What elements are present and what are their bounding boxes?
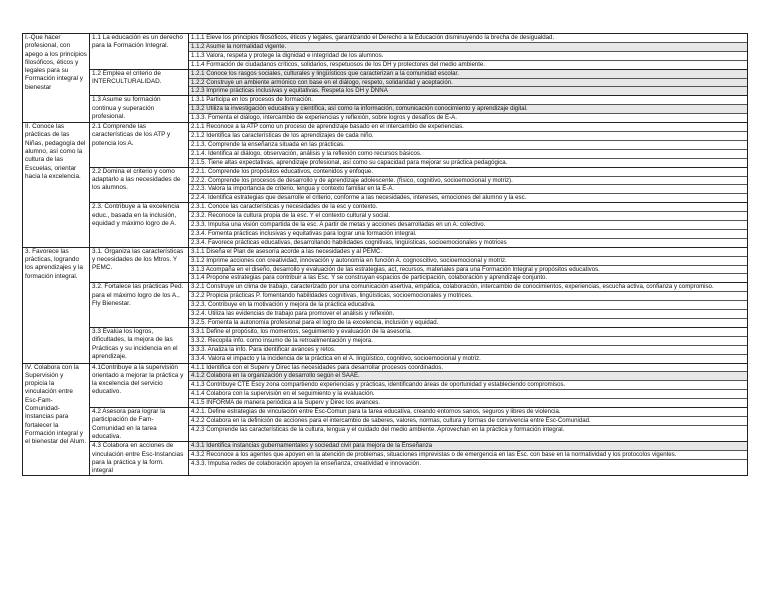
table-row xyxy=(23,123,748,168)
indicators-cell xyxy=(189,123,748,168)
table-row xyxy=(23,247,748,283)
indicator-item: 2.2.3. Valora la importancia de criterio, lengua y contexto familiar en la E-A. xyxy=(189,185,747,194)
indicator-item: 1.1.1 Eleve los principios filosóficos, éticos y legales, garantizando el Derecho a la Educación disminuyendo la brecha de desigualdad. xyxy=(189,34,747,43)
document-page xyxy=(22,33,748,476)
dimension-cell: I.-Que hacer profesional, con apego a los principios filosóficos, éticos y legales para su Formación integral y bienestar xyxy=(23,34,90,123)
indicator-item: 2.2.1. Comprende los propósitos educativos, contenidos y enfoque. xyxy=(189,168,747,177)
indicator-item: 2.3.2. Reconoce la cultura propia de la esc. Y el contexto cultural y social. xyxy=(189,212,747,221)
indicators-cell xyxy=(189,69,748,96)
criterion-cell: 1.3 Asume su formación continua y superación profesional. xyxy=(90,96,189,123)
indicator-item: 1.1.2 Asume la normalidad vigente. xyxy=(189,43,747,52)
criterion-cell: 2.3. Contribuye a la excelencia educ., basada en la inclusión, equidad y máximo logro de A. xyxy=(90,203,189,248)
table-row xyxy=(23,408,748,442)
dimension-cell: 3. Favorece las prácticas, logrando los aprendizajes y la formación integral. xyxy=(23,247,90,363)
indicator-item: 4.1.5 INFORMA de manera periódica a la Superv y Direc los avances. xyxy=(191,399,380,407)
table-row xyxy=(23,167,748,203)
indicator-item: 3.1.1 Diseña el Plan de asesoría acorde a las necesidades y al PEMC. xyxy=(189,248,747,257)
table-row xyxy=(23,327,748,363)
table-row xyxy=(23,96,748,123)
indicator-item: 4.2.3 Comprende las características de la cultura, lengua y el cuidado del medio ambiente. Aprovechan en la práctica y formación integral. xyxy=(191,425,565,433)
criterion-cell: 4.3 Colabora en acciones de vinculación entre Esc-Instancias para la práctica y la form. integral xyxy=(90,442,189,476)
dimension-cell: II. Conoce las prácticas de las Niñas, pedagogía del alumno, así como la cultura de las Escuelas, orientar hacia la excelencia. xyxy=(23,123,90,248)
criterion-cell: 3.3 Evalúa los logros, dificultades, la mejora de las Prácticas y su incidencia en el aprendizaje. xyxy=(90,327,189,363)
criterion-cell: 4.1Contribuye a la supervisión orientado a mejorar la práctica y la excelencia del servicio educativo. xyxy=(90,363,189,408)
indicators-cell xyxy=(189,363,748,408)
indicator-item: 2.3.3. Impulsa una visión compartida de la esc. A partir de metas y acciones desarrolladas en un A. colectivo. xyxy=(189,221,747,230)
indicator-item: 2.1.5. Tiene altas expectativas, aprendizaje profesional, así como su capacidad para mejorar su práctica pedagógica. xyxy=(191,158,508,166)
indicator-item: 4.1.2 Colabora en la organización y desarrollo según el SAAE. xyxy=(189,372,747,381)
indicator-item: 1.3.2 Utiliza la investigación educativa y científica, así como la información, comunicación conocimiento y aprendizaje digital. xyxy=(189,105,747,114)
indicators-cell xyxy=(189,327,748,363)
indicator-item: 3.2.2 Propicia prácticas P. fomentando habilidades cognitivas, lingüísticas, socioemocionales y motrices. xyxy=(189,292,747,301)
criterion-cell: 2.1 Comprende las características de los ATP y potencia los A. xyxy=(90,123,189,168)
indicator-item: 4.2.1. Define estrategias de vinculación entre Esc-Comun para la tarea educativa, creando entornos sanos, seguros y libres de violencia. xyxy=(189,408,747,417)
dimension-cell: IV. Colabora con la Supervisión y propicia la vinculación entre Esc-Fam-Comunidad-Instancias para fortalecer la Formación integral y el bienestar del Alum. xyxy=(23,363,90,476)
criterion-cell: 3.1. Organiza las características y necesidades de los Mtros. Y PEMC. xyxy=(90,247,189,283)
table-row xyxy=(23,69,748,96)
indicator-item: 4.3.2 Reconoce a los agentes que apoyen en la atención de problemas, situaciones imprevistas o de emergencia en las Esc. con base en la normatividad y los protocolos vigentes. xyxy=(189,451,747,460)
indicators-cell xyxy=(189,34,748,70)
indicator-item: 3.2.3. Contribuye en la motivación y mejora de la práctica educativa. xyxy=(189,301,747,310)
indicator-item: 3.2.4. Utiliza las evidencias de trabajo para promover el análisis y reflexión. xyxy=(189,310,747,319)
indicators-cell xyxy=(189,247,748,283)
criterion-cell: 1.1 La educación es un derecho para la Formación Integral. xyxy=(90,34,189,70)
indicators-cell xyxy=(189,283,748,328)
table-row xyxy=(23,283,748,328)
indicators-cell xyxy=(189,96,748,123)
indicator-item: 1.1.4 Formación de ciudadanos críticos, solidarios, respetuosos de los DH y protectores del medio ambiente. xyxy=(191,60,486,68)
competencies-table-body xyxy=(23,34,748,476)
table-row xyxy=(23,203,748,248)
indicator-item: 3.3.4. Valora el impacto y la incidencia de la práctica en el A. lingüístico, cognitivo, socioemocional y motriz. xyxy=(191,354,481,362)
indicator-item: 3.1.3 Acompaña en el diseño, desarrollo y evaluación de las estrategias, act, recursos, materiales para una Formación Integral y propósitos educativos. xyxy=(189,266,747,275)
indicators-cell xyxy=(189,167,748,203)
indicator-item: 4.1.3 Contribuye CTE Escy zona compartiendo experiencias y prácticas, identificando áreas de oportunidad y estableciendo compromisos. xyxy=(189,381,747,390)
table-row xyxy=(23,442,748,476)
criterion-cell: 2.2 Domina el criterio y como adaptarlo a las necesidades de los alumnos. xyxy=(90,167,189,203)
indicator-item: 4.3.1 Identifica instancias gubernamentales y sociedad civil para mejora de la Enseñanza xyxy=(189,442,747,451)
indicator-item: 1.1.3 Valora, respeta y protege la dignidad e integridad de los alumnos. xyxy=(189,52,747,61)
indicator-item: 3.3.1 Define el propósito, los momentos, seguimiento y evaluación de la asesoría. xyxy=(189,328,747,337)
indicator-item: 4.1.1 Identifica con el Superv y Direc las necesidades para desarrollar procesos coordinados. xyxy=(189,364,747,373)
indicator-item: 1.3.3. Fomenta el diálogo, intercambio de experiencias y reflexión, sobre logros y desafíos de E-A. xyxy=(191,114,457,122)
criterion-cell: 4.2 Asesora para lograr la participación de Fam-Comunidad en la tarea educativa. xyxy=(90,408,189,442)
indicator-item: 1.3.1 Participa en los procesos de formación. xyxy=(189,96,747,105)
indicator-item: 3.2.5. Fomenta la autonomía profesional para el logro de la excelencia, inclusión y equidad. xyxy=(191,319,439,326)
indicator-item: 2.2.2. Comprende los procesos de desarrollo y de aprendizaje adolescente. (físico, cognitivo, socioemocional y motriz). xyxy=(189,177,747,186)
table-row xyxy=(23,363,748,408)
indicator-item: 3.1.2 Imprime acciones con creatividad, innovación y autonomía en función A. cognoscitivo, socioemocional y motriz. xyxy=(189,257,747,266)
indicators-cell xyxy=(189,442,748,476)
indicator-item: 2.1.3. Comprende la enseñanza situada en las prácticas. xyxy=(189,141,747,150)
indicator-item: 2.1.2 Identifica las características de los aprendizajes de cada niño. xyxy=(189,132,747,141)
indicator-item: 3.3.3. Analiza la info. Para identificar avances y retos. xyxy=(189,346,747,355)
indicators-cell xyxy=(189,203,748,248)
indicator-item: 3.2.1 Construye un clima de trabajo, caracterizado por una comunicación asertiva, empática, colaboración, intercambio de conocimientos, experiencias, escucha activa, confianza y compromiso. xyxy=(189,283,747,292)
indicators-cell xyxy=(189,408,748,442)
indicator-item: 2.2.4. Identifica estrategias que desarrolle el criterio, conforme a las necesidades, intereses, emociones del alumno y la esc. xyxy=(191,194,527,202)
indicator-item: 1.2.3 Imprime prácticas inclusivas y equitativas. Respeta los DH y DNNA xyxy=(189,87,747,95)
indicator-item: 2.3.4. Fomenta prácticas inclusivas y equitativas para lograr una formación integral. xyxy=(189,230,747,239)
indicator-item: 3.1.4 Propone estrategias para contribuir a las Esc. Y se construyan espacios de participación, colaboración y aprendizaje conjunto. xyxy=(191,274,548,282)
criterion-cell: 3.2. Fortalece las prácticas Ped. para el máximo logro de los A., Fly Bienestar. xyxy=(90,283,189,328)
indicator-item: 1.2.2 Construye un ambiente armónico con base en el diálogo, respeto, solidaridad y aceptación. xyxy=(189,79,747,88)
criterion-cell: 1.2 Emplea el criterio de INTERCULTURALIDAD. xyxy=(90,69,189,96)
indicator-item: 2.3.1. Conoce las características y necesidades de la esc y contexto. xyxy=(189,203,747,212)
competencies-table xyxy=(22,33,748,476)
indicator-item: 3.3.2. Recopila info. como insumo de la retroalimentación y mejora. xyxy=(189,337,747,346)
indicator-item: 4.3.3. Impulsa redes de colaboración apoyen la enseñanza, creatividad e innovación. xyxy=(191,460,422,468)
indicator-item: 4.2.2 Colabora en la definición de acciones para el intercambio de saberes, valores, normas, cultura y formas de convivencia entre Esc-Comunidad. xyxy=(189,417,747,426)
indicator-item: 2.3.4. Favorece prácticas educativas, desarrollando habilidades cognitivas, lingüísticas, socioemocionales y motrices xyxy=(191,238,507,246)
indicator-item: 1.2.1 Conoce los rasgos sociales, culturales y lingüísticos que caracterizan a la comunidad escolar. xyxy=(189,70,747,79)
indicator-item: 2.1.4. Identifica al diálogo, observación, análisis y la reflexión como recursos básicos. xyxy=(189,150,747,159)
indicator-item: 4.1.4 Colabora con la supervisión en el seguimiento y la evaluación. xyxy=(189,390,747,399)
table-row xyxy=(23,34,748,70)
indicator-item: 2.1.1 Reconoce a la ATP como un proceso de aprendizaje basado en el intercambio de experiencias. xyxy=(189,123,747,132)
